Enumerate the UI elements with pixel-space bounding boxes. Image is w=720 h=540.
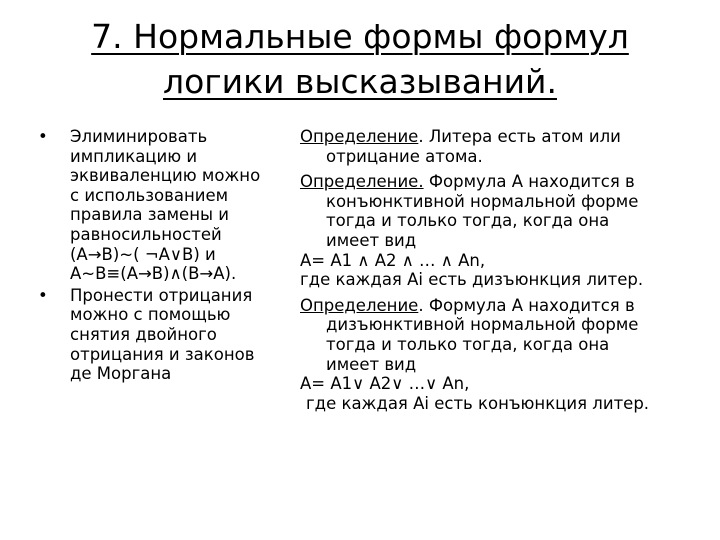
definition-dnf-line: тогда и только тогда, когда она bbox=[326, 334, 610, 354]
bullet-push-negations bbox=[38, 286, 300, 384]
cnf-formula: A= A1 ∧ A2 ∧ … ∧ An, bbox=[300, 250, 486, 270]
bullet-eliminate-implication bbox=[38, 127, 300, 284]
bullet1-formula-line: (A→B)~( ¬A∨B) и bbox=[70, 244, 216, 264]
definition-dnf-line bbox=[300, 296, 710, 316]
bullet1-line: с использованием bbox=[70, 185, 229, 205]
definition-cnf-line: конъюнктивной нормальной форме bbox=[326, 191, 639, 211]
bullet-marker: • bbox=[38, 285, 48, 305]
definition-dnf-line: имеет вид bbox=[326, 354, 417, 374]
bullet1-line: правила замены и bbox=[70, 205, 229, 225]
bullet1-line: импликацию и bbox=[70, 146, 198, 166]
definition-label: Определение. bbox=[300, 172, 424, 192]
bullet2-line: отрицания и законов bbox=[70, 344, 255, 364]
definition-cnf-line: имеет вид bbox=[326, 230, 417, 250]
definition-literal-line bbox=[300, 127, 710, 147]
bullet1-line: эквиваленцию можно bbox=[70, 166, 261, 186]
slide-title bbox=[0, 14, 720, 104]
definition-dnf bbox=[300, 296, 710, 414]
slide-title-line-2: логики высказываний. bbox=[163, 62, 557, 101]
definition-literal bbox=[300, 127, 710, 166]
bullet1-formula-line: A~B≡(A→B)∧(B→A). bbox=[70, 264, 237, 284]
definition-literal-line2: отрицание атома. bbox=[326, 146, 483, 166]
definition-dnf-text: . Формула А находится в bbox=[418, 295, 635, 315]
definition-label: Определение bbox=[300, 295, 419, 315]
bullet1-line: равносильностей bbox=[70, 224, 222, 244]
slide-title-line-1: 7. Нормальные формы формул bbox=[91, 17, 629, 56]
dnf-formula: A= A1∨ A2∨ …∨ An, bbox=[300, 374, 470, 394]
definition-cnf-line bbox=[300, 172, 710, 192]
definition-cnf-line: тогда и только тогда, когда она bbox=[326, 211, 610, 231]
bullet2-line: можно с помощью bbox=[70, 305, 231, 325]
definition-literal-text: . Литера есть атом или bbox=[418, 127, 621, 146]
bullet2-line: снятия двойного bbox=[70, 324, 217, 344]
definition-cnf bbox=[300, 172, 710, 290]
definition-label: Определение bbox=[300, 127, 419, 146]
left-column bbox=[38, 127, 300, 386]
bullet2-line: де Моргана bbox=[70, 364, 172, 384]
bullet-marker: • bbox=[38, 127, 48, 146]
definition-dnf-line: дизъюнктивной нормальной форме bbox=[326, 315, 639, 335]
definition-cnf-text: Формула А находится в bbox=[423, 172, 635, 192]
bullet1-line: Элиминировать bbox=[70, 127, 208, 146]
right-column bbox=[300, 127, 710, 413]
bullet2-line: Пронести отрицания bbox=[70, 285, 253, 305]
cnf-formula-explanation: где каждая Ai есть дизъюнкция литер. bbox=[300, 270, 644, 290]
dnf-formula-explanation: где каждая Ai есть конъюнкция литер. bbox=[306, 393, 650, 413]
